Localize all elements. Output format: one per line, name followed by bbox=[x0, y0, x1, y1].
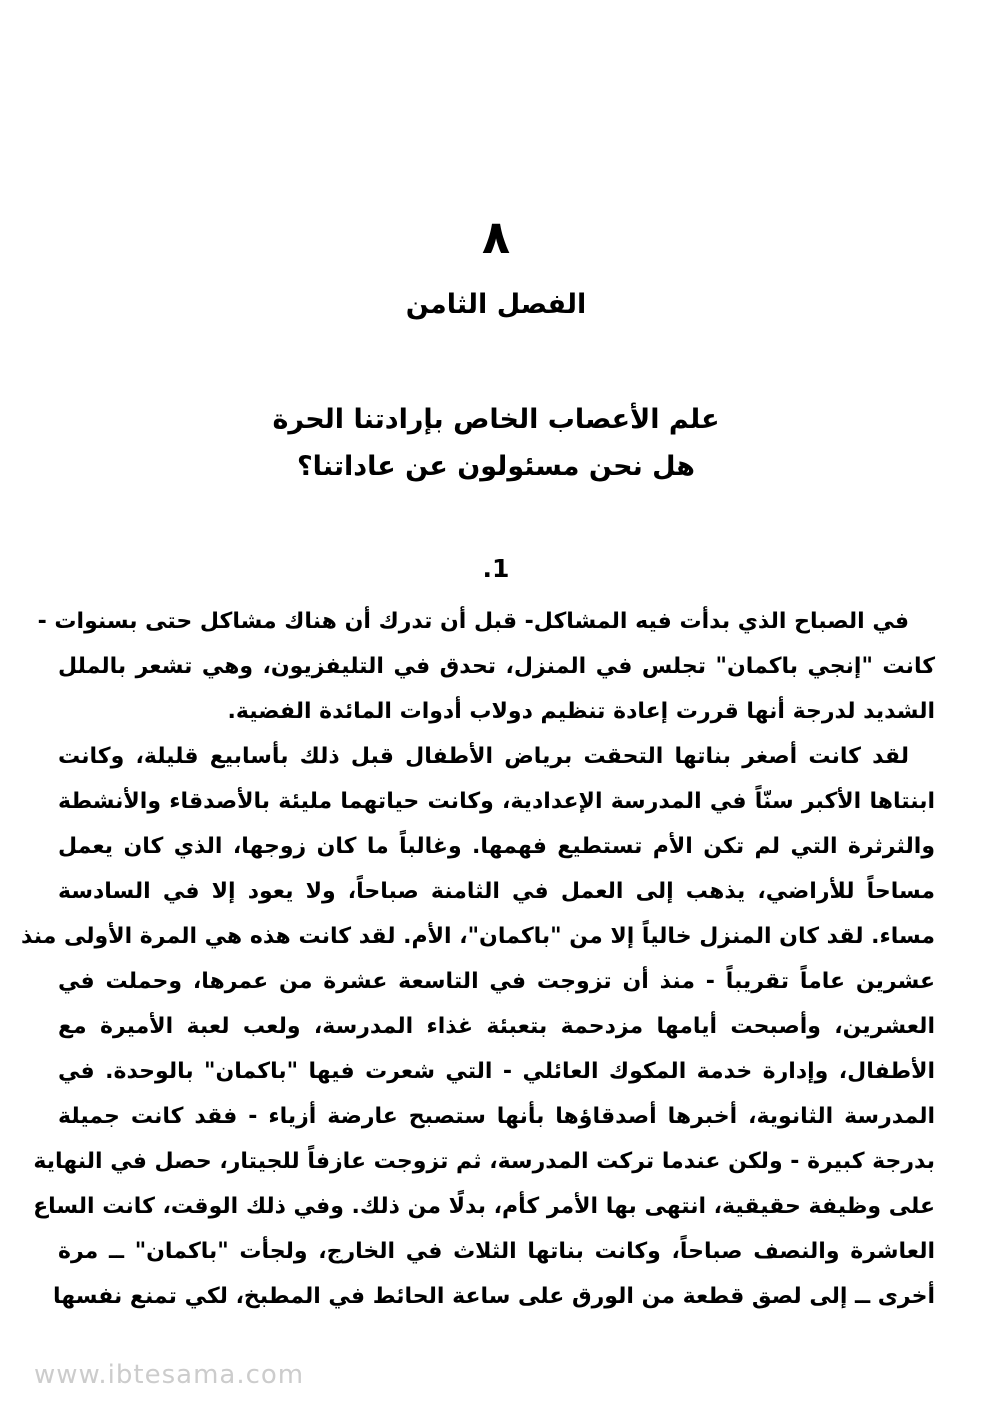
watermark: www.ibtesama.com bbox=[34, 1360, 305, 1390]
paragraph bbox=[21, 734, 935, 1319]
text-line: العاشرة والنصف صباحاً، وكانت بناتها الثلاث في الخارج، ولجأت "باكمان" ــ مرة bbox=[58, 1239, 935, 1264]
text-line: مساء. لقد كان المنزل خالياً إلا من "باكمان"، الأم. لقد كانت هذه هي المرة الأولى منذ bbox=[21, 924, 935, 949]
text-line: ابنتاها الأكبر سنّاً في المدرسة الإعدادية، وكانت حياتهما مليئة بالأصدقاء والأنشطة bbox=[58, 789, 935, 814]
section-number: 1. bbox=[482, 554, 510, 583]
subtitle-line-2: هل نحن مسئولون عن عاداتنا؟ bbox=[297, 451, 695, 482]
text-line: على وظيفة حقيقية، انتهى بها الأمر كأم، بدلًا من ذلك. وفي ذلك الوقت، كانت الساع bbox=[33, 1194, 935, 1219]
text-line: الأطفال، وإدارة خدمة المكوك العائلي - التي شعرت فيها "باكمان" بالوحدة. في bbox=[58, 1059, 935, 1084]
body-text bbox=[21, 599, 935, 1319]
text-line: في الصباح الذي بدأت فيه المشاكل- قبل أن تدرك أن هناك مشاكل حتى بسنوات - bbox=[37, 609, 909, 634]
text-line: الشديد لدرجة أنها قررت إعادة تنظيم دولاب أدوات المائدة الفضية. bbox=[227, 699, 935, 724]
text-line: مساحاً للأراضي، يذهب إلى العمل في الثامنة صباحاً، ولا يعود إلا في السادسة bbox=[58, 879, 935, 904]
subtitle-line-1: علم الأعصاب الخاص بإرادتنا الحرة bbox=[272, 404, 720, 435]
text-line: كانت "إنجي باكمان" تجلس في المنزل، تحدق في التليفزيون، وهي تشعر بالملل bbox=[58, 654, 935, 679]
text-line: أخرى ــ إلى لصق قطعة من الورق على ساعة الحائط في المطبخ، لكي تمنع نفسها bbox=[53, 1284, 935, 1309]
text-line: العشرين، وأصبحت أيامها مزدحمة بتعبئة غذاء المدرسة، ولعب لعبة الأميرة مع bbox=[58, 1014, 935, 1039]
text-line: المدرسة الثانوية، أخبرها أصدقاؤها بأنها ستصبح عارضة أزياء - فقد كانت جميلة bbox=[58, 1104, 935, 1129]
chapter-title: الفصل الثامن bbox=[405, 289, 587, 320]
text-line: عشرين عاماً تقريباً - منذ أن تزوجت في التاسعة عشرة من عمرها، وحملت في bbox=[58, 969, 935, 994]
chapter-number: ٨ bbox=[481, 210, 511, 264]
text-line: لقد كانت أصغر بناتها التحقت برياض الأطفال قبل ذلك بأسابيع قليلة، وكانت bbox=[58, 744, 909, 769]
text-line: بدرجة كبيرة - ولكن عندما تركت المدرسة، ثم تزوجت عازفاً للجيتار، حصل في النهاية bbox=[33, 1149, 935, 1174]
text-line: والثرثرة التي لم تكن الأم تستطيع فهمها. وغالباً ما كان زوجها، الذي كان يعمل bbox=[58, 834, 935, 859]
paragraph bbox=[37, 599, 935, 734]
chapter-subtitle bbox=[0, 396, 992, 490]
